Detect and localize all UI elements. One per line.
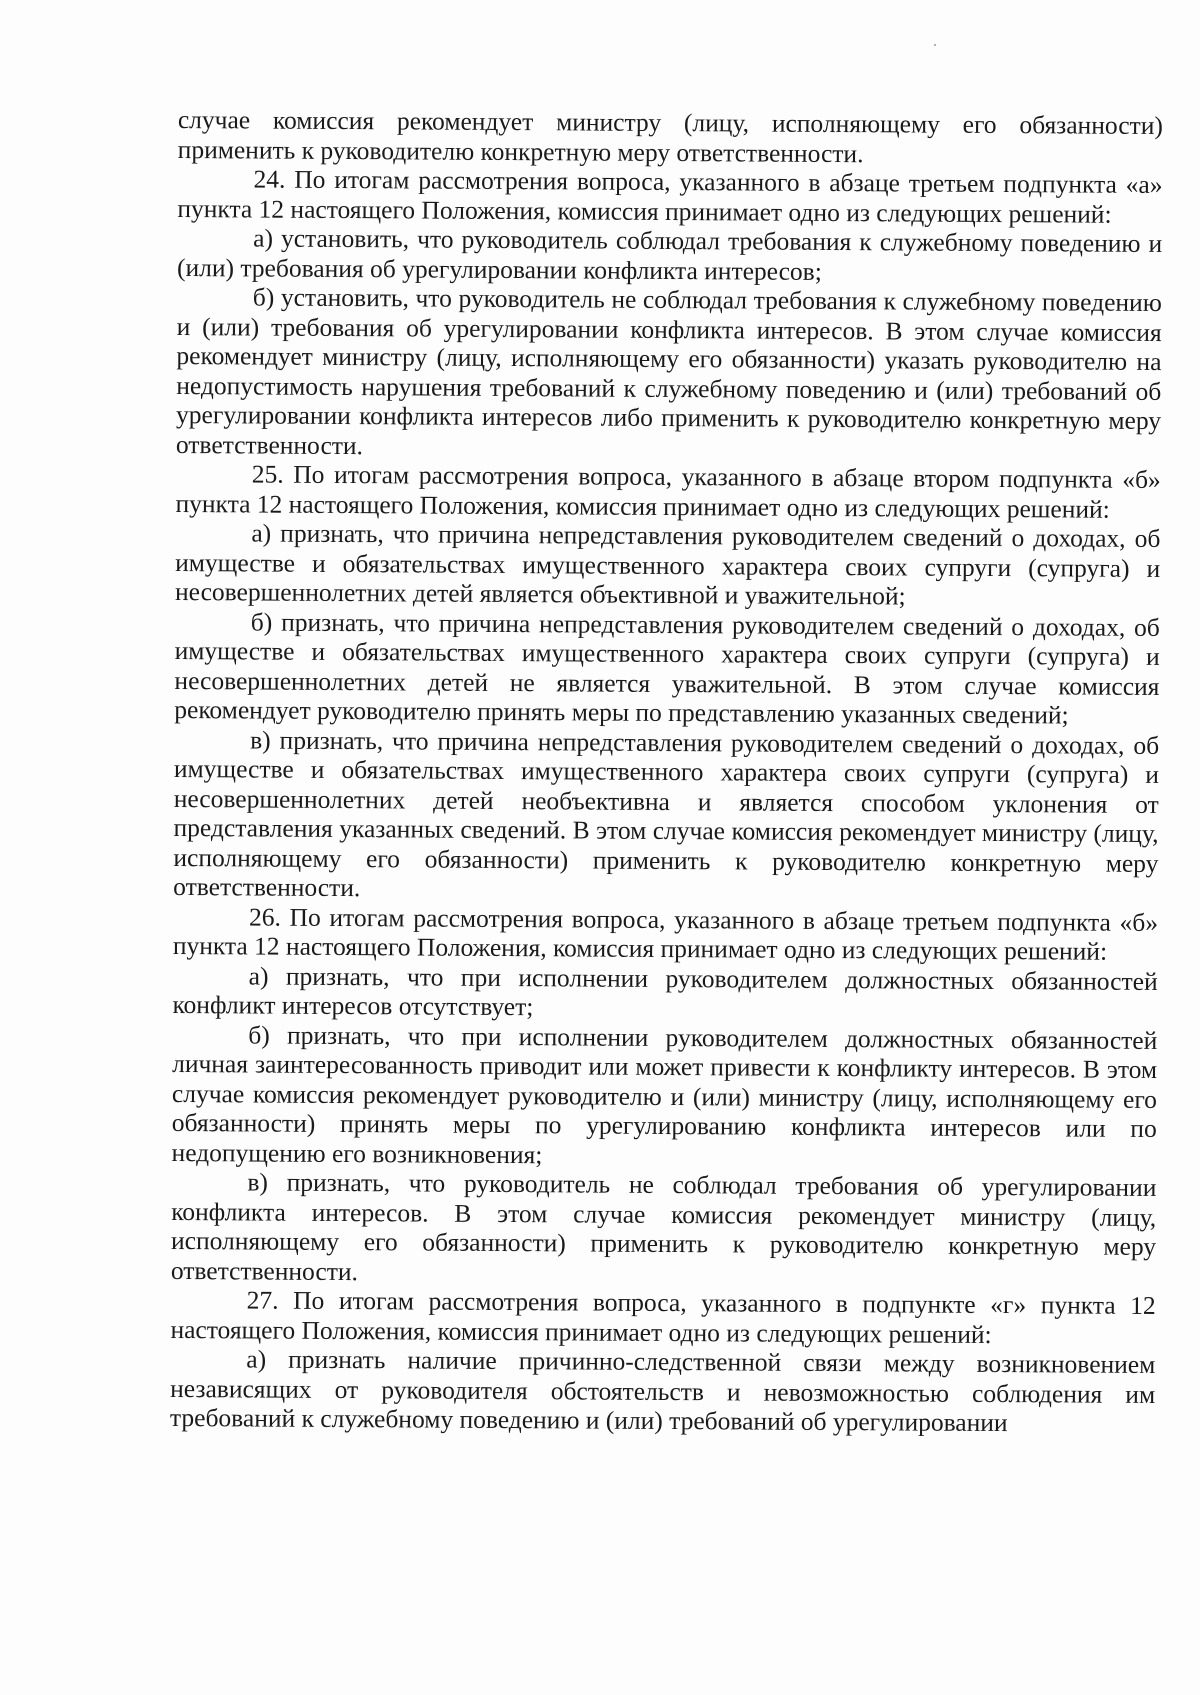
paragraph-25-a: а) признать, что причина непредставления руководителем сведений о доходах, об имуществе и обязательствах имущественного характера своих супруги (супруга) и несовершеннолетних детей является объективной и уважительной; xyxy=(174,518,1161,611)
paragraph-item-24: 24. По итогам рассмотрения вопроса, указанного в абзаце третьем подпункта «а» пункта 12 настоящего Положения, комиссия принимает одно из следующих решений: xyxy=(177,164,1163,229)
paragraph-27-a: а) признать наличие причинно-следственной связи между возникновением независящих от руководителя обстоятельств и невозможностью соблюдения им требований к служебному поведению и (или) требований об урегулировании xyxy=(169,1344,1156,1438)
paragraph-item-25: 25. По итогам рассмотрения вопроса, указанного в абзаце втором подпункта «б» пункта 12 настоящего Положения, комиссия принимает одно из следующих решений: xyxy=(175,459,1161,524)
document-body xyxy=(170,105,1163,1438)
paragraph-24-a: а) установить, что руководитель соблюдал требования к служебному поведению и (или) требования об урегулировании конфликта интересов; xyxy=(176,223,1163,286)
paragraph-item-26: 26. По итогам рассмотрения вопроса, указанного в абзаце третьем подпункта «б» пункта 12 настоящего Положения, комиссия принимает одно из следующих решений: xyxy=(172,901,1159,966)
paragraph-continuation: случае комиссия рекомендует министру (лицу, исполняющему его обязанности) применить к руководителю конкретную меру ответственности. xyxy=(177,105,1163,168)
paragraph-26-b: б) признать, что при исполнении руководителем должностных обязанностей личная заинтересованность приводит или может привести к конфликту интересов. В этом случае комиссия рекомендует руководителю и (или) министру (лицу, исполняющему его обязанности) принять меры по урегулированию конфликта интересов или по недопущению его возникновения; xyxy=(171,1019,1158,1169)
paragraph-26-a: а) признать, что при исполнении руководителем должностных обязанностей конфликт интересов отсутствует; xyxy=(172,960,1158,1022)
paragraph-25-b: б) признать, что причина непредставления руководителем сведений о доходах, об имуществе и обязательствах имущественного характера своих супруги (супруга) и несовершеннолетних детей не является уважительной. В этом случае комиссия рекомендует руководителю принять меры по представлению указанных сведений; xyxy=(174,606,1160,730)
scan-speck xyxy=(934,44,936,46)
paragraph-item-27: 27. По итогам рассмотрения вопроса, указанного в подпункте «г» пункта 12 настоящего Положения, комиссия принимает одно из следующих решений: xyxy=(170,1285,1156,1349)
paragraph-24-b: б) установить, что руководитель не соблюдал требования к служебному поведению и (или) требования об урегулировании конфликта интересов. В этом случае комиссия рекомендует министру (лицу, исполняющему его обязанности) указать руководителю на недопустимость нарушения требований к служебному поведению и (или) требований об урегулировании конфликта интересов либо применить к руководителю конкретную меру ответственности. xyxy=(175,282,1162,460)
paragraph-26-v: в) признать, что руководитель не соблюдал требования об урегулировании конфликта интересов. В этом случае комиссия рекомендует министру (лицу, исполняющему его обязанности) применить к руководителю конкретную меру ответственности. xyxy=(170,1167,1157,1286)
paragraph-25-v: в) признать, что причина непредставления руководителем сведений о доходах, об имуществе и обязательствах имущественного характера своих супруги (супруга) и несовершеннолетних детей необъективна и является способом уклонения от представления указанных сведений. В этом случае комиссия рекомендует министру (лицу, исполняющему его обязанности) применить к руководителю конкретную меру ответственности. xyxy=(173,724,1160,903)
